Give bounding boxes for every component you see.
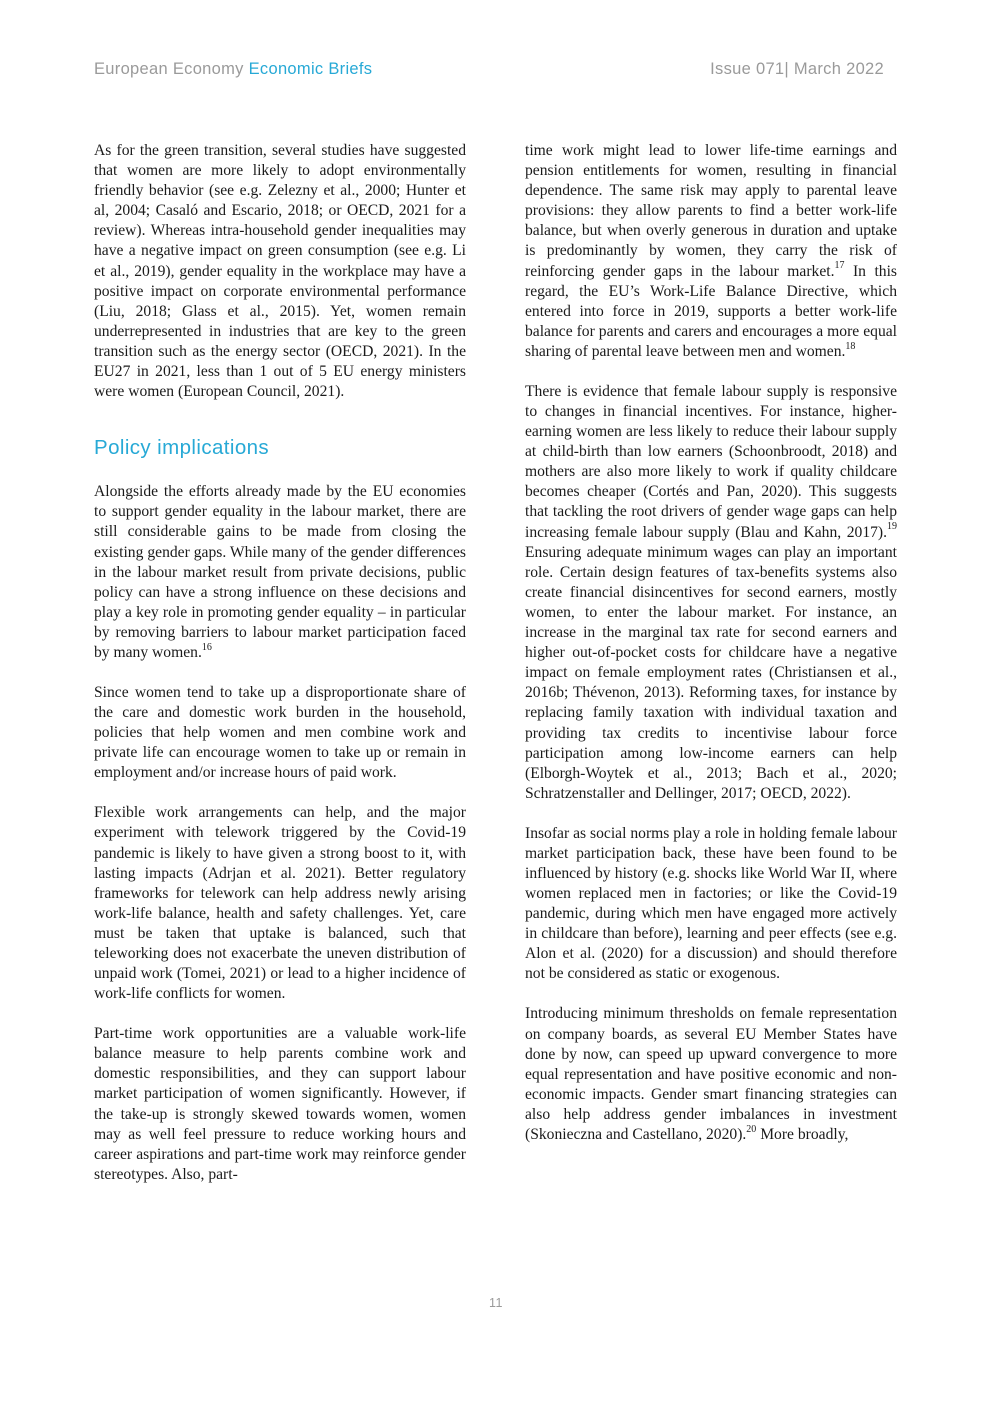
paragraph-care-work: Since women tend to take up a disproportionate share of the care and domestic work burden in the household, policies that help women and men combine work and private life can encourage women to take up or remain in employment and/or increase hours of paid work. (94, 683, 466, 782)
footnote-ref-18[interactable]: 18 (845, 340, 856, 352)
page-header (94, 60, 884, 84)
paragraph-text: There is evidence that female labour supply is responsive to changes in financial incentives. For instance, higher-earning women are less likely to reduce their labour supply at child-birth than low earners (Schoonbroodt, 2018) and mothers are also more likely to work if quality childcare becomes cheaper (Cortés and Pan, 2020). This suggests that tackling the root drivers of gender wage gaps can help increasing female labour supply (Blau and Kahn, 2017). (525, 382, 897, 541)
footnote-ref-16[interactable]: 16 (201, 641, 212, 653)
paragraph-text: Ensuring adequate minimum wages can play an important role. Certain design features of tax-benefits systems also create financial disincentives for second earners, mostly women, to enter the labour market. For instance, an increase in the marginal tax rate for second earners and higher out-of-pocket costs for childcare have a negative impact on female employment rates (Christiansen et al., 2016b; Thévenon, 2013). Reforming taxes, for instance by replacing family taxation with individual taxation and providing tax credits to incentivise labour force participation among low-income earners can help (Elborgh-Woytek et al., 2013; Bach et al., 2020; Schratzenstaller and Dellinger, 2017; OECD, 2022). (525, 543, 897, 802)
paragraph-policy-intro (94, 482, 466, 663)
paragraph-company-boards (525, 1004, 897, 1145)
paragraph-text: In this regard, the EU’s Work-Life Balance Directive, which entered into force in 2019, supports a better work-life balance for parents and carers and encourages a more equal sharing of parental leave between men and women. (525, 262, 897, 360)
paragraph-text: Introducing minimum thresholds on female representation on company boards, as several EU Member States have done by now, can speed up upward convergence to more equal representation and have positive economic and non-economic impacts. Gender smart financing strategies can also help address gender imbalances in investment (Skonieczna and Castellano, 2020). (525, 1005, 897, 1143)
paragraph-part-time: Part-time work opportunities are a valuable work-life balance measure to help parents combine work and domestic responsibilities, and they can support labour market participation of women significantly. However, if the take-up is strongly skewed towards women, women may as well feel pressure to reduce working hours and career aspirations and part-time work may reinforce gender stereotypes. Also, part- (94, 1025, 466, 1183)
header-series: Economic Briefs (248, 60, 373, 78)
paragraph-flexible-work: Flexible work arrangements can help, and the major experiment with telework triggered by the Covid-19 pandemic is likely to have given a strong boost to it, with lasting impacts (Adrjan et al. 2021). Better regulatory frameworks for telework can help address newly arising work-life balance, health and safety challenges. Yet, care must be taken that uptake is balanced, such that teleworking does not exacerbate the uneven distribution of unpaid work (Tomei, 2021) or lead to a higher incidence of work-life conflicts for women. (94, 804, 466, 1003)
paragraph-text: time work might lead to lower life-time earnings and pension entitlements for women, resulting in financial dependence. The same risk may apply to parental leave provisions: they allow parents to find a better work-life balance, but when overly generous in duration and uptake is predominantly by women, they carry the risk of reinforcing gender gaps in the labour market. (525, 142, 897, 280)
footnote-ref-17[interactable]: 17 (834, 260, 845, 272)
page-number: 11 (489, 1296, 503, 1310)
paragraph-green-transition: As for the green transition, several studies have suggested that women are more likely to adopt environmentally friendly behavior (see e.g. Zelezny et al., 2000; Hunter et al, 2004; Casaló and Escario, 2018; or OECD, 2021 for a review). Whereas intra-household gender inequalities may have a negative impact on green consumption (see e.g. Li et al., 2019), gender equality in the workplace may have a positive impact on corporate environmental performance (Liu, 2018; Glass et al., 2015). Yet, women remain underrepresented in industries that are key to the green transition such as the energy sector (OECD, 2021). In the EU27 in 2021, less than 1 out of 5 EU energy ministers were women (European Council, 2021). (94, 142, 466, 401)
left-column (94, 141, 466, 1185)
header-publication (94, 60, 372, 79)
paragraph-financial-incentives (525, 382, 897, 804)
paragraph-text: Alongside the efforts already made by the EU economies to support gender equality in the labour market, there are still considerable gains to be made from closing the existing gender gaps. While many of the gender differences in the labour market result from private decisions, public policy can have a strong influence on these decisions and play a key role in promoting gender equality – in particular by removing barriers to labour market participation faced by many women. (94, 483, 466, 661)
footnote-ref-19[interactable]: 19 (887, 521, 897, 533)
header-issue: Issue 071| March 2022 (710, 60, 884, 78)
header-publisher: European Economy (94, 60, 244, 78)
section-heading-policy-implications: Policy implications (94, 436, 270, 460)
paragraph-part-time-continued (525, 141, 897, 362)
footnote-ref-20[interactable]: 20 (746, 1123, 757, 1135)
right-column (525, 141, 897, 1145)
paragraph-social-norms: Insofar as social norms play a role in holding female labour market participation back, these have been found to be influenced by history (e.g. shocks like World War II, where women replaced men in factories; or like the Covid-19 pandemic, during which men have engaged more actively in childcare than before), learning and peer effects (see e.g. Alon et al. (2020) for a discussion) and should therefore not be considered as static or exogenous. (525, 824, 897, 983)
paragraph-text: More broadly, (756, 1125, 849, 1143)
